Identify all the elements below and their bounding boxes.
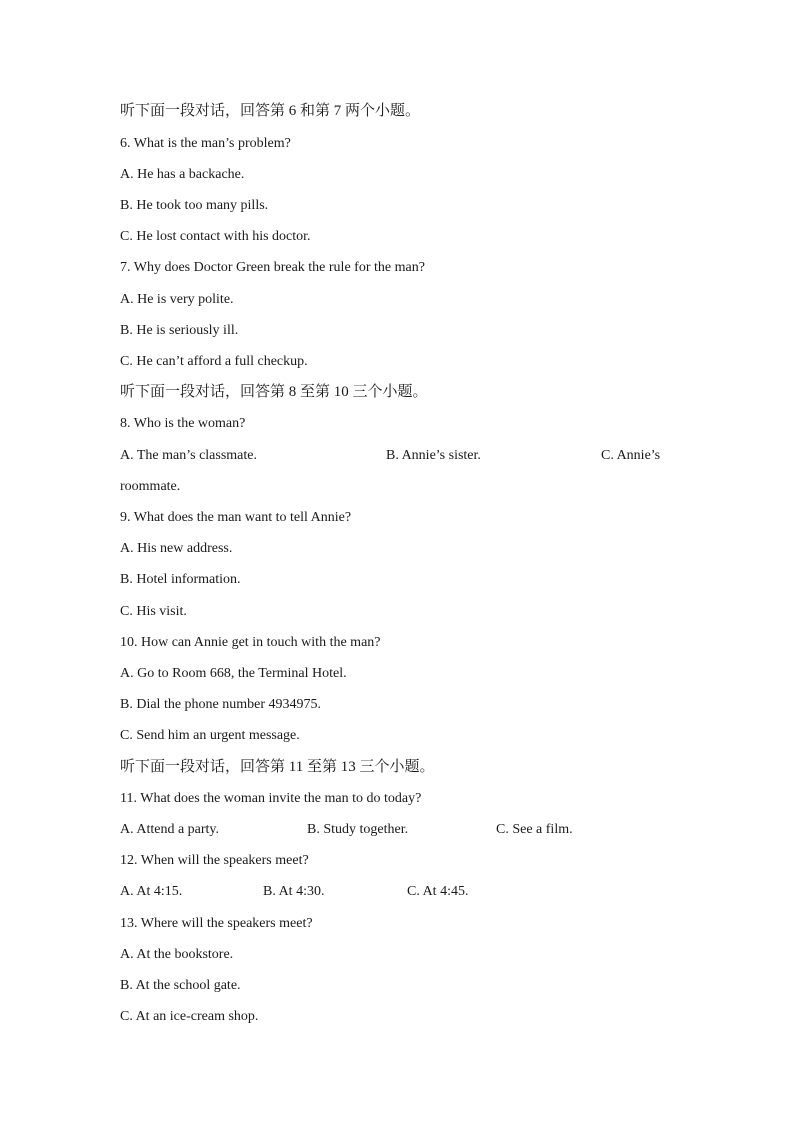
q13-option-b: B. At the school gate. [120, 978, 241, 993]
q6-option-c: C. He lost contact with his doctor. [120, 229, 311, 244]
q11-option-b: B. Study together. [307, 822, 409, 837]
q12-option-c: C. At 4:45. [407, 884, 469, 899]
section-heading-3: 听下面一段对话，回答第 11 至第 13 三个小题。 [120, 759, 435, 775]
q8-option-b: B. Annie’s sister. [386, 448, 481, 463]
q8-option-a: A. The man’s classmate. [120, 448, 257, 463]
question-11: 11. What does the woman invite the man to do today? [120, 791, 422, 806]
question-13: 13. Where will the speakers meet? [120, 916, 313, 931]
question-7: 7. Why does Doctor Green break the rule for the man? [120, 260, 425, 275]
q9-option-a: A. His new address. [120, 541, 233, 556]
q9-option-c: C. His visit. [120, 604, 187, 619]
question-10: 10. How can Annie get in touch with the man? [120, 635, 381, 650]
q8-option-c: C. Annie’s [601, 448, 661, 463]
q11-option-a: A. Attend a party. [120, 822, 220, 837]
question-12: 12. When will the speakers meet? [120, 853, 309, 868]
q7-option-a: A. He is very polite. [120, 292, 234, 307]
section-heading-1: 听下面一段对话，回答第 6 和第 7 两个小题。 [120, 103, 421, 119]
q7-option-b: B. He is seriously ill. [120, 323, 239, 338]
q11-option-c: C. See a film. [496, 822, 573, 837]
q10-option-c: C. Send him an urgent message. [120, 728, 300, 743]
q8-option-c-continued: roommate. [120, 479, 181, 494]
q6-option-a: A. He has a backache. [120, 167, 245, 182]
q13-option-c: C. At an ice-cream shop. [120, 1009, 259, 1024]
question-6: 6. What is the man’s problem? [120, 136, 291, 151]
section-heading-2: 听下面一段对话，回答第 8 至第 10 三个小题。 [120, 384, 428, 400]
q12-option-a: A. At 4:15. [120, 884, 183, 899]
q13-option-a: A. At the bookstore. [120, 947, 234, 962]
question-9: 9. What does the man want to tell Annie? [120, 510, 352, 525]
q10-option-b: B. Dial the phone number 4934975. [120, 697, 322, 712]
q12-option-b: B. At 4:30. [263, 884, 325, 899]
q6-option-b: B. He took too many pills. [120, 198, 269, 213]
q9-option-b: B. Hotel information. [120, 572, 241, 587]
question-8: 8. Who is the woman? [120, 416, 246, 431]
q10-option-a: A. Go to Room 668, the Terminal Hotel. [120, 666, 347, 681]
q7-option-c: C. He can’t afford a full checkup. [120, 354, 308, 369]
